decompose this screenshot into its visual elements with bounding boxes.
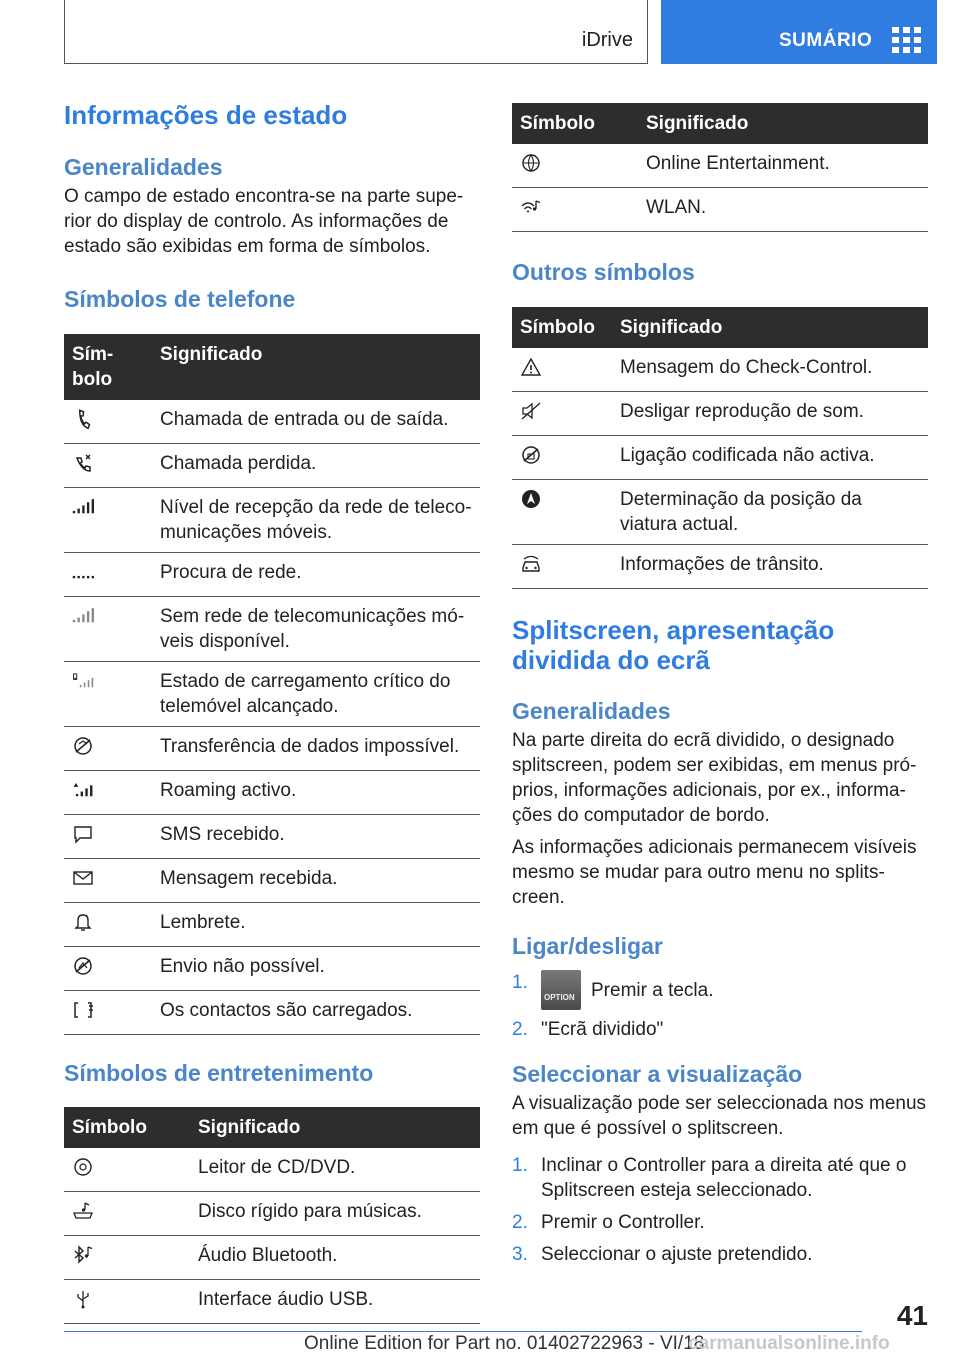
hard-disk-icon (72, 1201, 94, 1221)
list-item (512, 1017, 928, 1042)
table-header-row (64, 1107, 480, 1148)
table-cell: Mensagem do Check-Control. (612, 348, 928, 392)
table-cell: Interface áudio USB. (190, 1280, 480, 1324)
table-cell: WLAN. (638, 188, 928, 232)
subsection-heading: Seleccionar a visualização (512, 1061, 803, 1088)
warning-icon (520, 357, 542, 377)
steps-list (512, 1153, 928, 1267)
table-row (64, 946, 480, 990)
table-row (64, 1192, 480, 1236)
table-row (64, 1236, 480, 1280)
watermark: carmanualsonline.info (688, 1333, 890, 1354)
table-row (512, 188, 928, 232)
no-encryption-icon (520, 445, 542, 465)
table-row (64, 596, 480, 661)
step-text: Inclinar o Controller para a direita até que o Splitscreen esteja seleccionado. (541, 1155, 907, 1201)
left-column (64, 100, 480, 1324)
table-row (512, 348, 928, 392)
column-header: Símbolo (512, 103, 638, 144)
step-number: 2. (512, 1019, 528, 1041)
table-cell: Procura de rede. (152, 552, 480, 596)
toc-button[interactable] (661, 0, 937, 64)
bluetooth-audio-icon (72, 1245, 94, 1265)
send-failed-icon (72, 956, 94, 976)
table-row (64, 661, 480, 726)
phone-call-icon (72, 409, 94, 429)
page-number: 41 (896, 1300, 928, 1331)
table-cell: Informações de trânsito. (612, 544, 928, 588)
mail-icon (72, 868, 94, 888)
table-row (512, 144, 928, 188)
roaming-icon (72, 780, 94, 800)
table-cell: Lembrete. (152, 902, 480, 946)
subsection-heading: Generalidades (512, 697, 671, 724)
subsection-heading: Símbolos de entretenimento (64, 1059, 374, 1086)
position-icon (520, 489, 542, 509)
table-row (64, 1280, 480, 1324)
table-cell: Disco rígido para músicas. (190, 1192, 480, 1236)
list-item (512, 970, 928, 1010)
table-row (64, 487, 480, 552)
table-cell: Estado de carregamento crítico do telemóvel alcançado. (152, 661, 480, 726)
list-item (512, 1210, 928, 1235)
paragraph: O campo de estado encontra-se na parte supe-rior do display de controlo. As informações de estado são exibidas em forma de símbolos. (64, 185, 464, 257)
right-column (512, 103, 928, 1274)
toc-label: SUMÁRIO (779, 30, 873, 51)
wlan-icon (520, 197, 542, 217)
table-cell: Roaming activo. (152, 770, 480, 814)
entertainment-symbols-table-cont (512, 103, 928, 232)
table-row (64, 726, 480, 770)
section-title: Informações de estado (64, 100, 348, 130)
traffic-icon (520, 554, 542, 574)
paragraph: As informações adicionais permanecem visíveis mesmo se mudar para outro menu no splits-creen. (512, 836, 917, 908)
table-row (64, 858, 480, 902)
chapter-title: iDrive (581, 29, 633, 51)
footer-divider (64, 1331, 862, 1332)
table-header-row (512, 307, 928, 348)
table-row (64, 443, 480, 487)
table-cell: Leitor de CD/DVD. (190, 1148, 480, 1192)
option-button-icon: OPTION (541, 970, 581, 1010)
grid-icon (892, 27, 922, 53)
list-item (512, 1153, 928, 1203)
section-title: Splitscreen, apresentação dividida do ecrã (512, 614, 835, 675)
list-item (512, 1242, 928, 1267)
table-row (64, 1148, 480, 1192)
online-entertainment-icon (520, 153, 542, 173)
step-text: "Ecrã dividido" (541, 1019, 664, 1041)
table-cell: Chamada de entrada ou de saída. (152, 400, 480, 444)
table-cell: Mensagem recebida. (152, 858, 480, 902)
edition-text: Online Edition for Part no. 01402722963 - VI/18 (304, 1333, 705, 1354)
column-header: Símbolo (64, 1107, 190, 1148)
table-row (512, 544, 928, 588)
step-text: Seleccionar o ajuste pretendido. (541, 1244, 813, 1265)
step-text: Premir a tecla. (591, 980, 714, 1002)
subsection-heading: Outros símbolos (512, 259, 695, 285)
subsection-heading: Símbolos de telefone (64, 285, 296, 312)
column-header: Sím-bolo (64, 334, 152, 400)
column-header: Símbolo (512, 307, 612, 348)
table-cell: SMS recebido. (152, 814, 480, 858)
phone-symbols-table (64, 334, 480, 1035)
subsection-heading: Ligar/desligar (512, 932, 663, 959)
sms-icon (72, 824, 94, 844)
table-cell: Áudio Bluetooth. (190, 1236, 480, 1280)
table-cell: Envio não possível. (152, 946, 480, 990)
table-cell: Desligar reprodução de som. (612, 391, 928, 435)
table-row (512, 435, 928, 479)
table-cell: Os contactos são carregados. (152, 990, 480, 1034)
subsection-heading: Generalidades (64, 154, 223, 181)
table-cell: Nível de recepção da rede de teleco-municações móveis. (152, 487, 480, 552)
table-row (64, 902, 480, 946)
steps-list (512, 970, 928, 1042)
cd-icon (72, 1157, 94, 1177)
chapter-header (64, 0, 648, 64)
table-row (64, 552, 480, 596)
paragraph: A visualização pode ser seleccionada nos menus em que é possível o splitscreen. (512, 1093, 927, 1139)
step-number: 1. (512, 1155, 528, 1176)
table-header-row (64, 334, 480, 400)
signal-strength-icon (72, 497, 94, 517)
table-row (512, 479, 928, 544)
mute-icon (520, 401, 542, 421)
table-row (64, 770, 480, 814)
table-row (64, 990, 480, 1034)
column-header: Significado (612, 307, 928, 348)
table-row (64, 400, 480, 444)
table-cell: Chamada perdida. (152, 443, 480, 487)
table-cell: Transferência de dados impossível. (152, 726, 480, 770)
step-number: 1. (512, 972, 528, 994)
network-search-icon (72, 562, 94, 582)
missed-call-icon (72, 453, 94, 473)
table-header-row (512, 103, 928, 144)
table-row (512, 391, 928, 435)
no-network-icon (72, 606, 94, 626)
bell-icon (72, 912, 94, 932)
table-cell: Online Entertainment. (638, 144, 928, 188)
step-number: 3. (512, 1244, 528, 1265)
usb-icon (72, 1289, 94, 1309)
battery-critical-icon (72, 671, 94, 691)
table-cell: Determinação da posição da viatura actual. (612, 479, 928, 544)
table-cell: Sem rede de telecomunicações mó-veis disponível. (152, 596, 480, 661)
step-text: Premir o Controller. (541, 1212, 705, 1233)
step-number: 2. (512, 1212, 528, 1233)
column-header: Significado (638, 103, 928, 144)
table-row (64, 814, 480, 858)
entertainment-symbols-table (64, 1107, 480, 1324)
other-symbols-table (512, 307, 928, 589)
column-header: Significado (190, 1107, 480, 1148)
table-cell: Ligação codificada não activa. (612, 435, 928, 479)
no-data-icon (72, 736, 94, 756)
paragraph: Na parte direita do ecrã dividido, o designado splitscreen, podem ser exibidas, em menus pró-prios, informações adicionais, por ex., informa-ções do computador de bordo. (512, 729, 917, 826)
contacts-loading-icon (72, 1000, 94, 1020)
column-header: Significado (152, 334, 480, 400)
